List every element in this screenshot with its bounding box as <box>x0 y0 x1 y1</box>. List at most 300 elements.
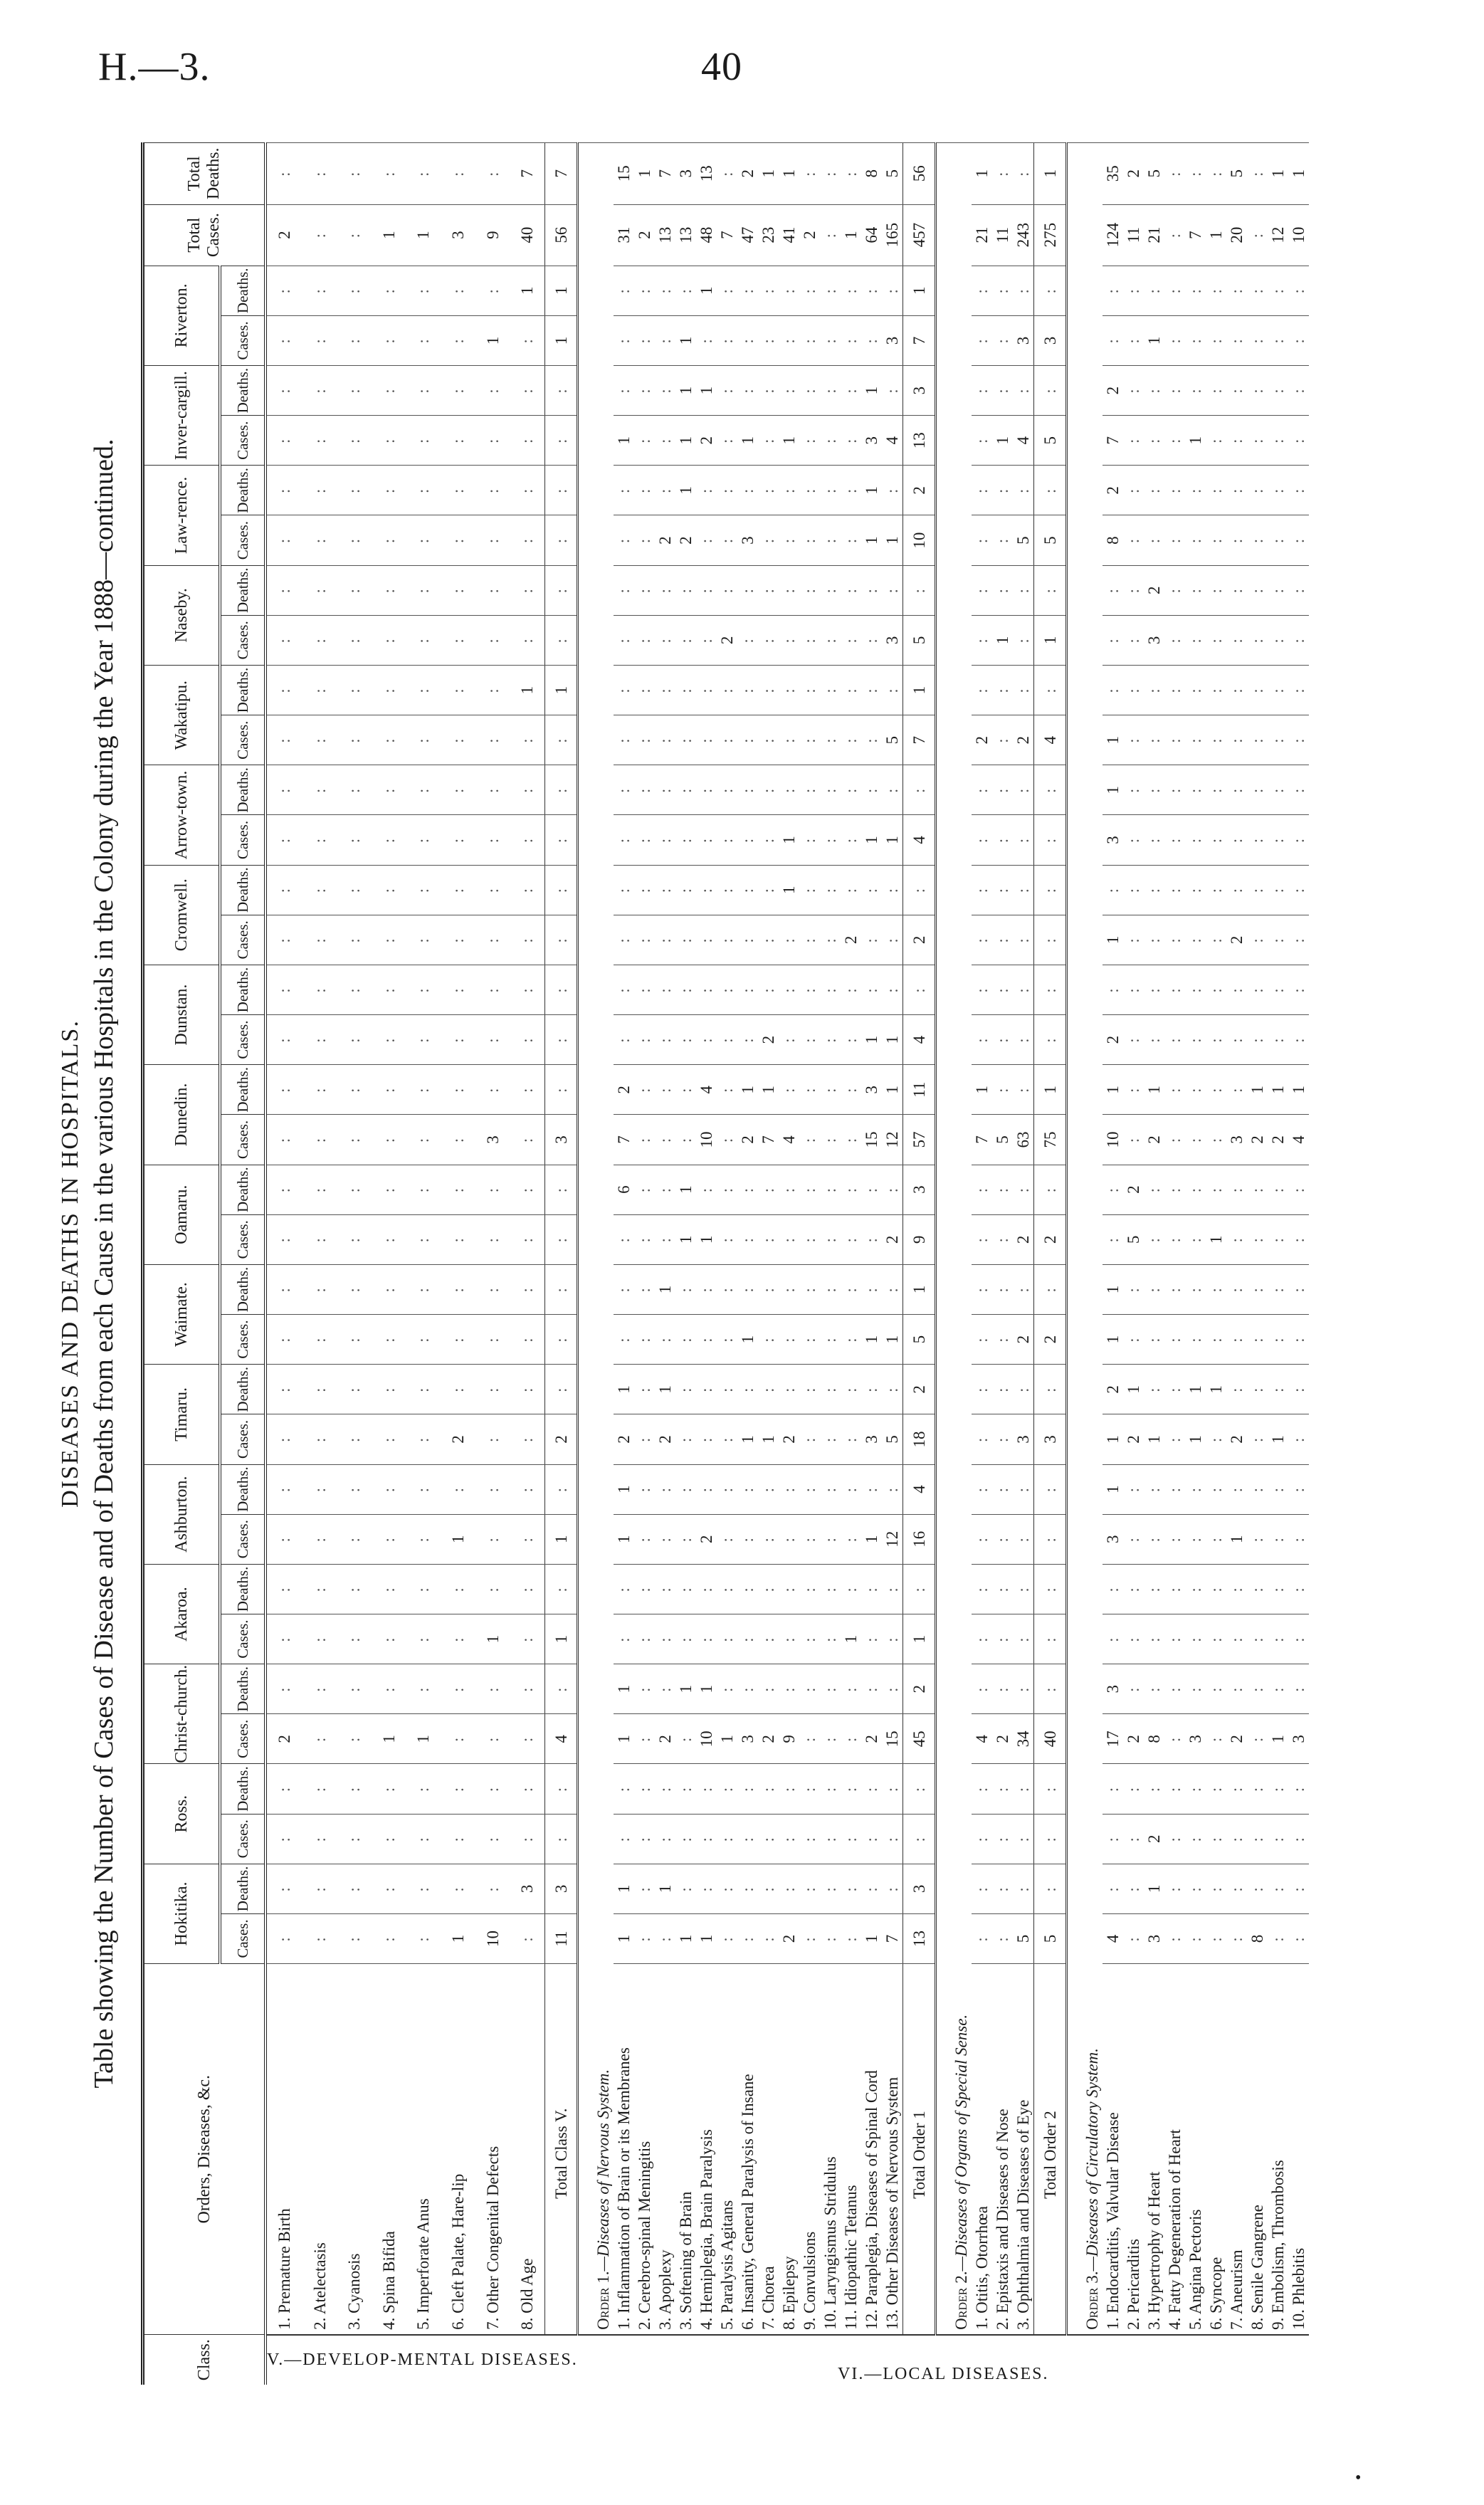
value-cell: : <box>1123 1065 1144 1115</box>
value-cell: : <box>614 515 634 565</box>
value-cell: : <box>820 416 841 466</box>
value-cell: 34 <box>1013 1714 1034 1764</box>
value-cell: 4 <box>779 1115 799 1165</box>
value-cell: 1 <box>992 615 1013 665</box>
value-cell: : <box>992 515 1013 565</box>
value-cell: 1 <box>1288 1065 1309 1115</box>
value-cell: 40 <box>1034 1714 1067 1764</box>
value-cell: : <box>1164 515 1185 565</box>
value-cell: : <box>475 965 510 1014</box>
value-cell: : <box>510 515 544 565</box>
value-cell: 2 <box>696 1514 717 1564</box>
value-cell: : <box>1164 1814 1185 1864</box>
value-cell: 7 <box>545 143 578 205</box>
value-cell: 1 <box>614 1913 634 1963</box>
value-cell: : <box>758 965 779 1014</box>
value-cell: : <box>406 965 441 1014</box>
value-cell: 1 <box>992 416 1013 466</box>
value-cell: : <box>406 1913 441 1963</box>
value-cell: : <box>1164 1864 1185 1913</box>
value-cell: : <box>265 665 302 715</box>
value-cell: : <box>882 865 903 915</box>
value-cell: : <box>717 515 737 565</box>
value-cell: : <box>510 1814 544 1864</box>
value-cell: : <box>510 965 544 1014</box>
value-cell: : <box>861 1664 882 1714</box>
value-cell: : <box>1034 1365 1067 1414</box>
disease-label: 6. Cleft Palate, Hare-lip <box>441 1964 475 2335</box>
value-cell: : <box>1123 865 1144 915</box>
value-cell: : <box>779 1814 799 1864</box>
value-cell: : <box>972 1864 992 1913</box>
value-cell: : <box>1034 1464 1067 1514</box>
value-cell: 1 <box>861 366 882 416</box>
value-cell: 2 <box>1226 915 1247 965</box>
value-cell: : <box>337 1814 372 1864</box>
value-cell: 3 <box>441 204 475 266</box>
value-cell: : <box>861 765 882 815</box>
disease-label: 8. Old Age <box>510 1964 544 2335</box>
value-cell: : <box>1185 515 1206 565</box>
value-cell: : <box>696 615 717 665</box>
value-cell: : <box>882 765 903 815</box>
table-row <box>1103 143 1123 2385</box>
table-row <box>882 143 903 2385</box>
value-cell: : <box>717 1414 737 1464</box>
value-cell: : <box>1288 1864 1309 1913</box>
table-row <box>936 143 972 2385</box>
value-cell: : <box>972 1264 992 1314</box>
value-cell: : <box>820 1913 841 1963</box>
value-cell: : <box>820 1365 841 1414</box>
value-cell: : <box>758 315 779 365</box>
value-cell: 243 <box>1013 204 1034 266</box>
value-cell: 1 <box>1206 1365 1226 1414</box>
value-cell: : <box>972 416 992 466</box>
value-cell: : <box>737 366 758 416</box>
table-row <box>758 143 779 2385</box>
value-cell: : <box>882 1564 903 1614</box>
table-row <box>634 143 655 2385</box>
value-cell: : <box>372 515 406 565</box>
value-cell: : <box>1206 1764 1226 1814</box>
value-cell: 1 <box>441 1913 475 1963</box>
value-cell: : <box>475 865 510 915</box>
value-cell: 7 <box>655 143 675 205</box>
value-cell: 56 <box>545 204 578 266</box>
value-cell: : <box>1144 965 1164 1014</box>
value-cell: : <box>475 1514 510 1564</box>
value-cell: : <box>510 615 544 665</box>
value-cell: : <box>779 565 799 615</box>
value-cell: : <box>841 1464 861 1514</box>
value-cell: : <box>903 765 936 815</box>
value-cell: : <box>1013 466 1034 515</box>
value-cell: : <box>841 1015 861 1065</box>
value-cell: 1 <box>1103 1464 1123 1514</box>
value-cell: : <box>265 715 302 765</box>
value-cell: : <box>265 1065 302 1115</box>
hospital-header: Waimate. <box>143 1264 221 1364</box>
value-cell: : <box>1103 1564 1123 1614</box>
value-cell: 4 <box>696 1065 717 1115</box>
value-cell: : <box>861 1264 882 1314</box>
value-cell: : <box>441 815 475 865</box>
value-cell: : <box>992 1365 1013 1414</box>
value-cell: : <box>1144 366 1164 416</box>
value-cell: : <box>1206 143 1226 205</box>
order-heading <box>936 143 972 2335</box>
value-cell: 15 <box>882 1714 903 1764</box>
value-cell: : <box>1206 865 1226 915</box>
value-cell: : <box>1013 1514 1034 1564</box>
value-cell: 1 <box>1034 143 1067 205</box>
value-cell: : <box>1226 1564 1247 1614</box>
value-cell: : <box>265 143 302 205</box>
value-cell: 1 <box>510 266 544 315</box>
value-cell: 47 <box>737 204 758 266</box>
value-cell: 1 <box>737 1414 758 1464</box>
deaths-subheader: Deaths. <box>220 1264 265 1314</box>
value-cell: 3 <box>1144 615 1164 665</box>
value-cell: : <box>1185 865 1206 915</box>
value-cell: : <box>1103 1814 1123 1864</box>
value-cell: 1 <box>372 1714 406 1764</box>
value-cell: : <box>882 1764 903 1814</box>
value-cell: : <box>337 1214 372 1264</box>
value-cell: : <box>614 665 634 715</box>
value-cell: : <box>475 1065 510 1115</box>
value-cell: 11 <box>903 1065 936 1115</box>
value-cell: : <box>510 915 544 965</box>
value-cell: 8 <box>1247 1913 1268 1963</box>
value-cell: : <box>799 143 820 205</box>
class-column-header: Class. <box>143 2335 266 2385</box>
value-cell: : <box>779 1214 799 1264</box>
value-cell: : <box>861 1464 882 1514</box>
value-cell: : <box>903 1564 936 1614</box>
value-cell: : <box>1206 715 1226 765</box>
value-cell: : <box>406 266 441 315</box>
value-cell: : <box>372 366 406 416</box>
deaths-subheader: Deaths. <box>220 1165 265 1214</box>
value-cell: 10 <box>696 1714 717 1764</box>
value-cell: : <box>475 815 510 865</box>
value-cell: 1 <box>675 315 696 365</box>
value-cell: : <box>1268 1165 1288 1214</box>
value-cell: 2 <box>265 1714 302 1764</box>
value-cell: : <box>441 1714 475 1764</box>
value-cell: : <box>717 1913 737 1963</box>
value-cell: 2 <box>758 1015 779 1065</box>
value-cell: : <box>1247 665 1268 715</box>
value-cell: : <box>758 815 779 865</box>
value-cell: : <box>634 416 655 466</box>
value-cell: : <box>882 1864 903 1913</box>
value-cell: : <box>799 1864 820 1913</box>
value-cell: : <box>717 965 737 1014</box>
value-cell: : <box>406 665 441 715</box>
value-cell: : <box>406 1065 441 1115</box>
table-row <box>578 143 614 2385</box>
value-cell: : <box>841 815 861 865</box>
value-cell: : <box>655 865 675 915</box>
value-cell: : <box>1226 765 1247 815</box>
value-cell: 2 <box>903 466 936 515</box>
table-body <box>265 143 1309 2385</box>
hospital-header: Cromwell. <box>143 865 221 965</box>
value-cell: : <box>1288 1414 1309 1464</box>
value-cell: 1 <box>614 1514 634 1564</box>
value-cell: : <box>717 416 737 466</box>
value-cell: 5 <box>1034 515 1067 565</box>
value-cell: : <box>717 1814 737 1864</box>
value-cell: 31 <box>614 204 634 266</box>
value-cell: 1 <box>841 1614 861 1664</box>
value-cell: : <box>475 515 510 565</box>
value-cell: 1 <box>903 1264 936 1314</box>
value-cell: : <box>510 1264 544 1314</box>
hospital-header: Christ-church. <box>143 1664 221 1764</box>
value-cell: : <box>372 1913 406 1963</box>
value-cell: : <box>779 965 799 1014</box>
value-cell: 1 <box>1268 1065 1288 1115</box>
value-cell: 3 <box>861 416 882 466</box>
table-row <box>510 143 544 2385</box>
value-cell: : <box>1164 1514 1185 1564</box>
table-row <box>475 143 510 2385</box>
table-row <box>799 143 820 2385</box>
value-cell: 2 <box>1268 1115 1288 1165</box>
value-cell: : <box>265 815 302 865</box>
value-cell: : <box>737 715 758 765</box>
value-cell: : <box>799 1913 820 1963</box>
value-cell: : <box>372 1564 406 1614</box>
value-cell: : <box>372 1864 406 1913</box>
value-cell: : <box>799 515 820 565</box>
disease-label: 8. Epilepsy <box>779 1964 799 2335</box>
value-cell: : <box>992 965 1013 1014</box>
value-cell: : <box>1288 565 1309 615</box>
value-cell: : <box>441 1065 475 1115</box>
value-cell: 1 <box>1103 1414 1123 1464</box>
value-cell: : <box>992 1065 1013 1115</box>
value-cell: : <box>1288 1564 1309 1614</box>
value-cell: 2 <box>903 1664 936 1714</box>
disease-label: 4. Fatty Degeneration of Heart <box>1164 1964 1185 2335</box>
value-cell: : <box>510 865 544 915</box>
value-cell: : <box>1268 1764 1288 1814</box>
value-cell: 3 <box>510 1864 544 1913</box>
value-cell: 2 <box>1144 565 1164 615</box>
value-cell: : <box>717 1115 737 1165</box>
value-cell: 1 <box>614 1464 634 1514</box>
value-cell: : <box>758 1165 779 1214</box>
value-cell: : <box>1247 515 1268 565</box>
value-cell: : <box>841 1065 861 1115</box>
value-cell: : <box>841 865 861 915</box>
value-cell: 1 <box>545 315 578 365</box>
value-cell: : <box>1247 865 1268 915</box>
value-cell: : <box>861 1864 882 1913</box>
value-cell: : <box>1034 765 1067 815</box>
value-cell: : <box>758 466 779 515</box>
value-cell: 3 <box>1144 1913 1164 1963</box>
value-cell: : <box>992 1015 1013 1065</box>
value-cell: : <box>758 915 779 965</box>
value-cell: : <box>820 466 841 515</box>
value-cell: : <box>1144 1614 1164 1664</box>
cases-subheader: Cases. <box>220 1214 265 1264</box>
value-cell: : <box>717 1264 737 1314</box>
value-cell: : <box>1226 1864 1247 1913</box>
value-cell: : <box>799 765 820 815</box>
value-cell: : <box>799 1714 820 1764</box>
disease-label: 7. Chorea <box>758 1964 779 2335</box>
value-cell: : <box>758 565 779 615</box>
value-cell: : <box>1268 565 1288 615</box>
value-cell: : <box>1144 765 1164 815</box>
value-cell: : <box>634 815 655 865</box>
deaths-subheader: Deaths. <box>220 1464 265 1514</box>
value-cell: : <box>696 915 717 965</box>
value-cell: 2 <box>841 915 861 965</box>
value-cell: : <box>1034 366 1067 416</box>
value-cell: : <box>634 1214 655 1264</box>
table-row <box>696 143 717 2385</box>
value-cell: 2 <box>903 1365 936 1414</box>
value-cell: 2 <box>655 1414 675 1464</box>
value-cell: : <box>861 965 882 1014</box>
value-cell: : <box>861 1614 882 1664</box>
value-cell: 165 <box>882 204 903 266</box>
order-heading <box>578 143 614 2335</box>
value-cell: : <box>1247 1015 1268 1065</box>
deaths-subheader: Deaths. <box>220 665 265 715</box>
value-cell: : <box>696 765 717 815</box>
value-cell: : <box>799 1315 820 1365</box>
value-cell: : <box>758 765 779 815</box>
value-cell: : <box>372 1264 406 1314</box>
value-cell: 7 <box>903 315 936 365</box>
value-cell: : <box>1123 366 1144 416</box>
value-cell: : <box>1268 366 1288 416</box>
value-cell: : <box>265 865 302 915</box>
value-cell: : <box>1268 765 1288 815</box>
table-row <box>1123 143 1144 2385</box>
disease-label: 2. Cerebro-spinal Meningitis <box>634 1964 655 2335</box>
value-cell: : <box>1226 1614 1247 1664</box>
value-cell: 4 <box>882 416 903 466</box>
value-cell: 12 <box>882 1514 903 1564</box>
value-cell: : <box>779 1764 799 1814</box>
value-cell: 7 <box>1103 416 1123 466</box>
disease-label: 2. Epistaxis and Diseases of Nose <box>992 1964 1013 2335</box>
value-cell: : <box>1164 1165 1185 1214</box>
value-cell: : <box>1247 1664 1268 1714</box>
value-cell: : <box>510 466 544 515</box>
value-cell: : <box>655 915 675 965</box>
hospital-header: Inver-cargill. <box>143 366 221 466</box>
value-cell: : <box>1013 1814 1034 1864</box>
value-cell: 5 <box>882 715 903 765</box>
value-cell: : <box>510 1564 544 1614</box>
value-cell: : <box>1034 1864 1067 1913</box>
value-cell: : <box>614 1764 634 1814</box>
value-cell: : <box>779 266 799 315</box>
value-cell: : <box>655 366 675 416</box>
value-cell: : <box>302 1015 337 1065</box>
value-cell: 1 <box>779 143 799 205</box>
value-cell: 4 <box>903 1015 936 1065</box>
value-cell: : <box>972 366 992 416</box>
value-cell: : <box>337 1564 372 1614</box>
cases-subheader: Cases. <box>220 1115 265 1165</box>
value-cell: : <box>372 1115 406 1165</box>
value-cell: : <box>1123 765 1144 815</box>
value-cell: : <box>510 715 544 765</box>
value-cell: : <box>779 615 799 665</box>
value-cell: 9 <box>475 204 510 266</box>
value-cell: 1 <box>545 1614 578 1664</box>
value-cell: : <box>1288 1614 1309 1664</box>
value-cell: 1 <box>675 1214 696 1264</box>
value-cell: 1 <box>696 366 717 416</box>
value-cell: : <box>510 1664 544 1714</box>
value-cell: : <box>510 366 544 416</box>
value-cell: : <box>545 466 578 515</box>
value-cell: : <box>265 1864 302 1913</box>
disease-label: 1. Endocarditis, Valvular Disease <box>1103 1964 1123 2335</box>
value-cell: : <box>634 1764 655 1814</box>
table-row <box>1247 143 1268 2385</box>
value-cell: : <box>972 1764 992 1814</box>
value-cell: 2 <box>1034 1315 1067 1365</box>
value-cell: : <box>779 1614 799 1664</box>
value-cell: : <box>1013 1015 1034 1065</box>
value-cell: 1 <box>634 143 655 205</box>
value-cell: : <box>1247 416 1268 466</box>
value-cell: : <box>441 515 475 565</box>
value-cell: : <box>1206 366 1226 416</box>
deaths-subheader: Deaths. <box>220 765 265 815</box>
table-row <box>1288 143 1309 2385</box>
value-cell: : <box>441 416 475 466</box>
value-cell: : <box>1247 765 1268 815</box>
value-cell: 1 <box>1268 143 1288 205</box>
value-cell: : <box>1144 1464 1164 1514</box>
value-cell: 3 <box>882 615 903 665</box>
value-cell: : <box>1247 1365 1268 1414</box>
value-cell: : <box>861 266 882 315</box>
value-cell: : <box>1144 515 1164 565</box>
value-cell: 1 <box>1288 143 1309 205</box>
value-cell: : <box>265 366 302 416</box>
value-cell: : <box>779 1864 799 1913</box>
value-cell: : <box>1288 1015 1309 1065</box>
value-cell: : <box>1185 266 1206 315</box>
value-cell: : <box>1164 865 1185 915</box>
value-cell: 1 <box>1103 1264 1123 1314</box>
value-cell: : <box>861 565 882 615</box>
table-row <box>614 143 634 2385</box>
caption-title: DISEASES AND DEATHS IN HOSPITALS. <box>57 1019 83 1508</box>
value-cell: 4 <box>903 815 936 865</box>
value-cell: : <box>337 765 372 815</box>
value-cell: : <box>820 765 841 815</box>
value-cell: 7 <box>758 1115 779 1165</box>
value-cell: 8 <box>1103 515 1123 565</box>
